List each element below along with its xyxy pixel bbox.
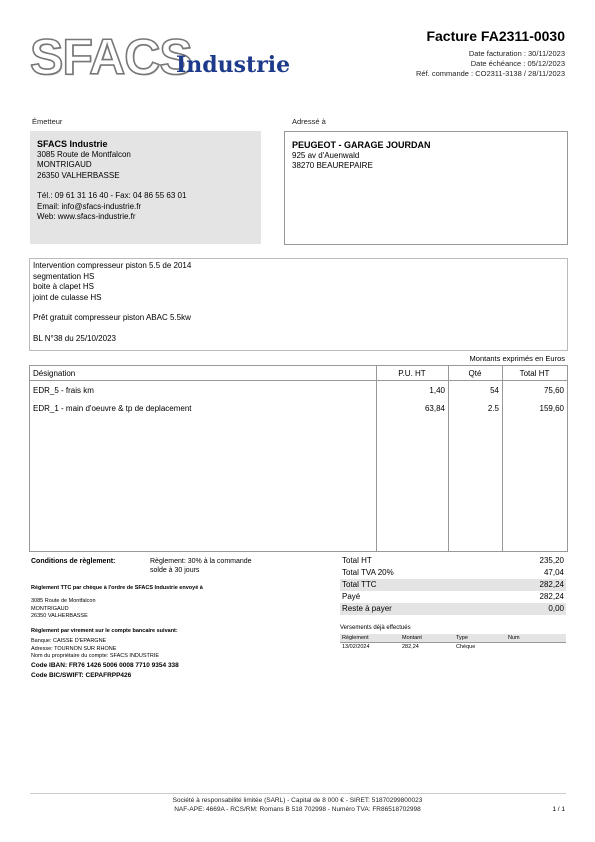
row-unit-price: 63,84 [424,403,445,413]
sender-label: Émetteur [32,117,63,126]
cheque-title: Règlement TTC par chèque à l'ordre de SFACS Industrie envoyé à [31,585,203,591]
company-logo [30,29,291,85]
row-quantity: 2.5 [487,403,499,413]
row-total: 159,60 [539,403,564,413]
bank-title: Règlement par virement sur le compte bancaire suivant: [31,628,178,634]
remaining-label: Reste à payer [342,604,392,613]
sender-address: 3085 Route de Montfalcon [37,149,131,159]
payment-type: Chèque [456,644,476,650]
row-quantity: 54 [490,385,499,395]
logo-brand: SFACS [30,29,192,85]
total-ht-label: Total HT [342,556,372,565]
row-total: 75,60 [543,385,564,395]
bank-codes [31,661,179,681]
payments-header-row [340,634,566,643]
page-number: 1 / 1 [552,806,565,813]
iban-code: Code IBAN: FR76 1426 5006 0008 7710 9354 338 [31,662,179,669]
sender-city: MONTRIGAUD [37,160,92,169]
table-header-row [30,366,567,381]
payment-date: 13/02/2024 [342,644,370,650]
bank-address: Adresse: TOURNON SUR RHONE [31,645,117,652]
column-divider [376,366,377,551]
conditions-value [150,557,252,575]
header-designation: Désignation [30,366,376,381]
total-ttc-label: Total TTC [342,580,377,589]
payments-header-type: Type [454,634,506,643]
cheque-address-line: 26350 VALHERBASSE [31,613,88,619]
recipient-address: 925 av d'Auenwald [292,150,360,160]
legal-footer [0,796,595,814]
sender-email: Email: info@sfacs-industrie.fr [37,201,142,211]
billing-date: Date facturation : 30/11/2023 [468,49,565,58]
total-tva-label: Total TVA 20% [342,568,394,577]
remaining-row [340,603,566,615]
totals-block [340,555,566,615]
invoice-notes [29,258,568,351]
row-designation: EDR_5 - frais km [33,385,94,395]
recipient-zip-city: 38270 BEAUREPAIRE [292,161,373,170]
payments-header-reglement: Règlement [340,634,400,643]
footer-line: NAF-APE: 4669A - RCS/RM: Romans B 518 702998 - Numéro TVA: FR86518702998 [174,806,421,813]
currency-note: Montants exprimés en Euros [469,354,565,363]
payment-num [506,643,566,652]
recipient-label: Adressé à [292,117,326,126]
due-date: Date échéance : 05/12/2023 [470,59,565,68]
cheque-address [31,598,96,621]
payment-amount: 282,24 [402,644,419,650]
row-unit-price: 1,40 [429,385,445,395]
total-tva-row [340,567,566,579]
recipient-box [284,131,568,245]
cheque-address-line: 3085 Route de Montfalcon [31,598,96,604]
bic-code: Code BIC/SWIFT: CEPAFRPP426 [31,672,132,679]
note-line: BL N°38 du 25/10/2023 [33,333,116,343]
total-tva-value: 47,04 [543,568,564,577]
payments-header-montant: Montant [400,634,454,643]
note-line: Prêt gratuit compresseur piston ABAC 5.5kw [33,313,191,322]
note-line: Intervention compresseur piston 5.5 de 2014 [33,261,192,270]
note-line: segmentation HS [33,271,95,281]
note-line: joint de culasse HS [33,292,102,302]
table-row [30,381,567,400]
cheque-address-line: MONTRIGAUD [31,605,69,612]
paid-row [340,591,566,603]
order-reference: Réf. commande : CO2311-3138 / 28/11/2023 [416,69,565,78]
conditions-line: solde à 30 jours [150,567,200,574]
table-row [340,643,566,652]
column-divider [448,366,449,551]
sender-box [30,131,261,244]
payments-header-num: Num [506,634,566,643]
header-unit-price: P.U. HT [376,366,448,381]
footer-line: Société à responsabilité limitée (SARL) - Capital de 8 000 € - SIRET: 51870299800023 [172,797,423,804]
sender-zip-city: 26350 VALHERBASSE [37,170,120,180]
total-ht-value: 235,20 [539,556,564,565]
bank-name: Banque: CAISSE D'EPARGNE [31,638,107,644]
recipient-name: PEUGEOT - GARAGE JOURDAN [292,140,431,150]
table-row [30,399,567,417]
payments-title: Versements déjà effectués [340,625,411,631]
note-line: boite à clapet HS [33,282,94,291]
conditions-label: Conditions de règlement: [31,558,116,565]
header-quantity: Qté [448,366,502,381]
total-ttc-value: 282,24 [539,580,564,589]
total-ttc-row [340,579,566,591]
line-items-table [29,365,568,552]
column-divider [502,366,503,551]
paid-label: Payé [342,592,361,601]
paid-value: 282,24 [539,592,564,601]
sender-web: Web: www.sfacs-industrie.fr [37,212,136,221]
payments-block [340,625,566,651]
row-designation: EDR_1 - main d'oeuvre & tp de deplacement [33,403,192,413]
logo-suffix: Industrie [176,52,291,78]
invoice-meta [416,49,565,79]
sender-name: SFACS Industrie [37,139,108,149]
payments-table [340,634,566,651]
invoice-title: Facture FA2311-0030 [426,28,565,44]
header-total: Total HT [502,366,567,381]
bank-owner: Nom du propriétaire du compte: SFACS INDUSTRIE [31,653,160,659]
remaining-value: 0,00 [548,604,564,613]
sender-phone: Tél.: 09 61 31 16 40 - Fax: 04 86 55 63 01 [37,191,187,200]
total-ht-row [340,555,566,567]
bank-details [31,638,159,661]
footer-divider [30,793,566,794]
conditions-line: Règlement: 30% à la commande [150,558,252,565]
